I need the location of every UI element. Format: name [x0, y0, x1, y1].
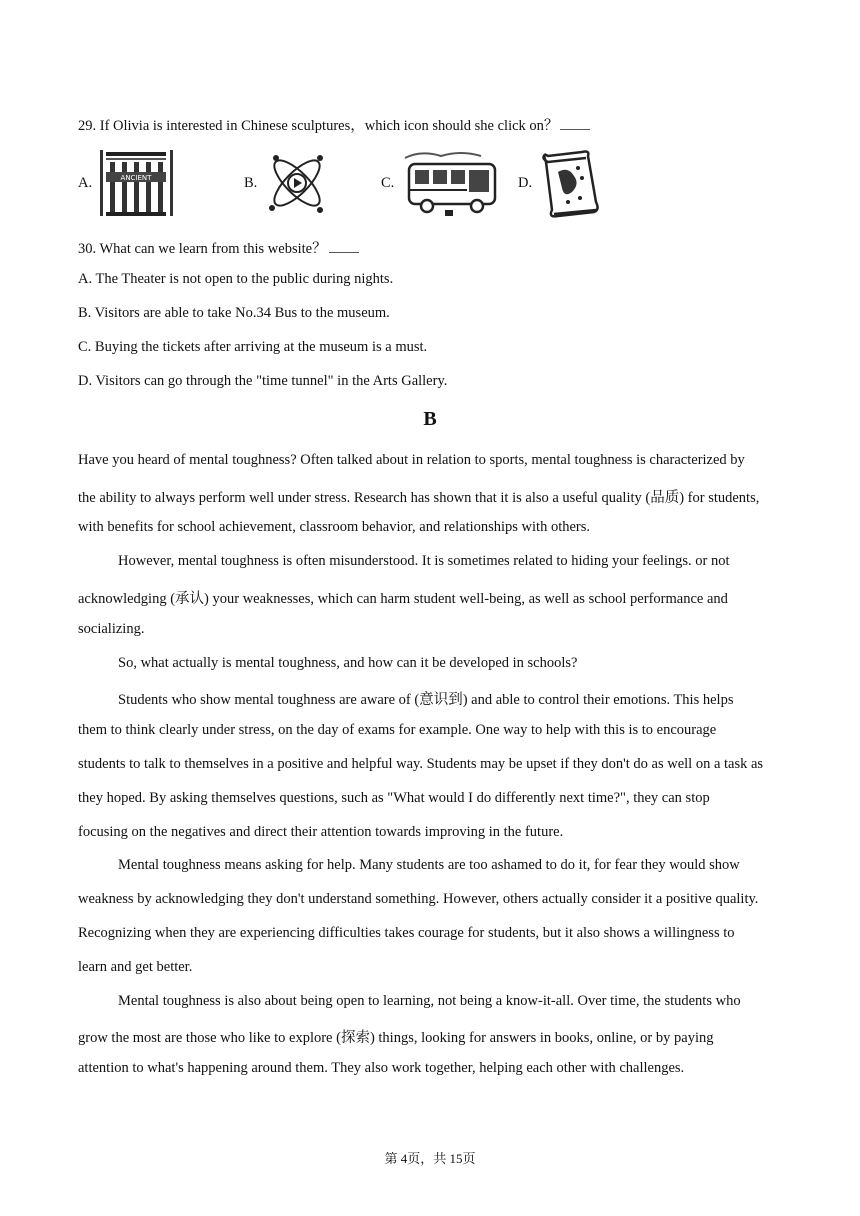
sculpture-columns-icon: [98, 148, 176, 223]
passage-line: grow the most are those who like to explore (探索) things, looking for answers in books, online, or by paying: [78, 1030, 714, 1046]
option-30-c: C. Buying the tickets after arriving at the museum is a must.: [78, 339, 428, 355]
passage-line: Recognizing when they are experiencing difficulties takes courage for students, but it also shows a willingness to: [78, 925, 735, 941]
passage-line: So, what actually is mental toughness, and how can it be developed in schools?: [118, 655, 578, 671]
passage-line: Mental toughness means asking for help. Many students are too ashamed to do it, for fear they would show: [118, 857, 740, 873]
option-d[interactable]: [518, 148, 628, 220]
svg-text:ANCIENT: ANCIENT: [120, 174, 152, 182]
passage-line: weakness by acknowledging they don't understand something. However, others actually consider it a positive quality.: [78, 891, 759, 907]
option-a[interactable]: [78, 148, 188, 220]
passage-line: Students who show mental toughness are aware of (意识到) and able to control their emotions. This helps: [118, 692, 734, 708]
passage-line: them to think clearly under stress, on the day of exams for example. One way to help with this is to encourage: [78, 722, 717, 738]
passage-line: they hoped. By asking themselves questions, such as "What would I do differently next time?", they can stop: [78, 790, 710, 806]
option-a-label: A.: [78, 175, 93, 191]
question-29-options: [78, 148, 638, 220]
answer-blank: [329, 240, 359, 253]
passage-line: the ability to always perform well under stress. Research has shown that it is also a useful quality (品质) for students,: [78, 490, 760, 506]
option-c-label: C.: [381, 175, 395, 191]
option-30-b: B. Visitors are able to take No.34 Bus to the museum.: [78, 305, 390, 321]
passage-line: Have you heard of mental toughness? Often talked about in relation to sports, mental toughness is characterized by: [78, 452, 745, 468]
passage-line: attention to what's happening around them. They also work together, helping each other with challenges.: [78, 1060, 685, 1076]
passage-line: learn and get better.: [78, 959, 193, 975]
passage-line: Mental toughness is also about being open to learning, not being a know-it-all. Over time, the students who: [118, 993, 741, 1009]
passage-line: focusing on the negatives and direct their attention towards improving in the future.: [78, 824, 564, 840]
atom-play-icon: [262, 148, 332, 223]
passage-line: acknowledging (承认) your weaknesses, which can harm student well-being, as well as school performance and: [78, 591, 728, 607]
option-30-d: D. Visitors can go through the "time tunnel" in the Arts Gallery.: [78, 373, 448, 389]
bus-icon: [401, 148, 501, 223]
option-b-label: B.: [244, 175, 258, 191]
option-c[interactable]: [381, 148, 511, 220]
option-d-label: D.: [518, 175, 533, 191]
question-30-text: 30. What can we learn from this website？: [78, 241, 327, 257]
option-b[interactable]: [244, 148, 344, 220]
question-30: [78, 237, 359, 258]
question-29-text: 29. If Olivia is interested in Chinese sculptures，which icon should she click on？: [78, 118, 559, 134]
passage-line: with benefits for school achievement, classroom behavior, and relationships with others.: [78, 519, 591, 535]
scroll-map-icon: [538, 148, 604, 225]
passage-line: However, mental toughness is often misunderstood. It is sometimes related to hiding your feelings. or not: [118, 553, 730, 569]
question-29: [78, 114, 590, 135]
passage-line: socializing.: [78, 621, 145, 637]
answer-blank: [560, 117, 590, 130]
section-heading: B: [423, 408, 437, 430]
passage-line: students to talk to themselves in a positive and helpful way. Students may be upset if they don't do as well on a task as: [78, 756, 764, 772]
option-30-a: A. The Theater is not open to the public during nights.: [78, 271, 394, 287]
page-footer: 第 4页，共 15页: [384, 1151, 476, 1166]
